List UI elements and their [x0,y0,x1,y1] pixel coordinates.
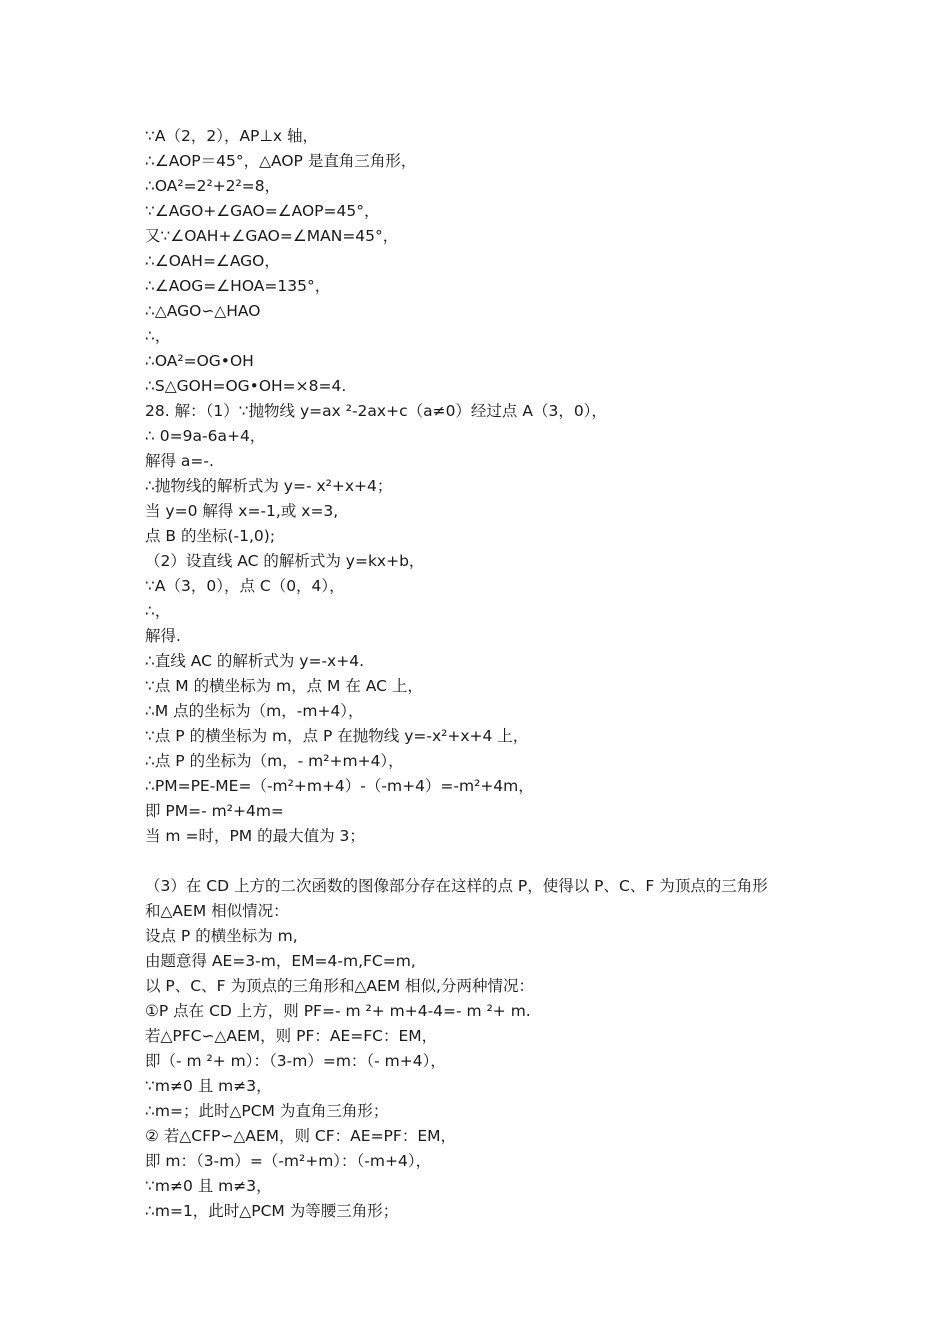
text-line: ∵A（2，2），AP⊥x 轴， [145,127,318,145]
text-line: ∵m≠0 且 m≠3， [145,1177,272,1195]
text-line: 和△AEM 相似情况： [145,902,289,920]
text-line: 由题意得 AE=3-m，EM=4-m,FC=m, [145,952,416,970]
text-line: ∴OA²=2²+2²=8， [145,177,281,195]
text-line: ∴∠OAH=∠AGO， [145,252,280,270]
text-line: （3）在 CD 上方的二次函数的图像部分存在这样的点 P，使得以 P、C、F 为顶点的三角形 [145,877,768,895]
text-line: ∴， [145,602,171,620]
text-line: 设点 P 的横坐标为 m, [145,927,298,945]
text-line: ∴ 0=9a-6a+4， [145,427,266,445]
text-line: 当 m =时，PM 的最大值为 3； [145,827,365,845]
text-line: ∴抛物线的解析式为 y=- x²+x+4； [145,477,393,495]
text-line: 又∵∠OAH+∠GAO=∠MAN=45°， [145,227,399,245]
text-line: 当 y=0 解得 x=-1,或 x=3, [145,502,339,520]
text-line: ∴， [145,327,171,345]
text-line: 即 m：（3-m）=（-m²+m）：（-m+4）， [145,1152,432,1170]
text-line: ∵点 M 的横坐标为 m，点 M 在 AC 上， [145,677,423,695]
text-line: 若△PFC∽△AEM，则 PF：AE=FC：EM， [145,1027,438,1045]
text-line: 解得. [145,627,181,645]
text-line: ∴直线 AC 的解析式为 y=-x+4. [145,652,364,670]
text-line: ∴△AGO∽△HAO [145,302,261,320]
text-line: ∴点 P 的坐标为（m，- m²+m+4）， [145,752,404,770]
text-line: ①P 点在 CD 上方，则 PF=- m ²+ m+4-4=- m ²+ m. [145,1002,531,1020]
text-line: 28. 解：（1）∵抛物线 y=ax ²-2ax+c（a≠0）经过点 A（3，0）， [145,402,607,420]
text-line: 点 B 的坐标(-1,0); [145,527,276,545]
text-line: ∵点 P 的横坐标为 m，点 P 在抛物线 y=-x²+x+4 上， [145,727,529,745]
text-line: （2）设直线 AC 的解析式为 y=kx+b， [145,552,425,570]
text-line: 即（- m ²+ m）：（3-m）=m：（- m+4）， [145,1052,446,1070]
text-line: 以 P、C、F 为顶点的三角形和△AEM 相似,分两种情况： [145,977,534,995]
text-line: ∴∠AOP＝45°，△AOP 是直角三角形， [145,152,417,170]
text-line: ∴M 点的坐标为（m，-m+4）， [145,702,364,720]
text-line [145,849,825,874]
text-line: ∴m=；此时△PCM 为直角三角形； [145,1102,389,1120]
text-line: ∴m=1，此时△PCM 为等腰三角形； [145,1202,399,1220]
text-line: ∴S△GOH=OG•OH=×8=4. [145,377,347,395]
text-line: ∵m≠0 且 m≠3， [145,1077,272,1095]
text-line: ∴OA²=OG•OH [145,352,254,370]
solution-text [145,124,825,1224]
text-line: ∵A（3，0），点 C（0，4）， [145,577,345,595]
text-line: 解得 a=-. [145,452,214,470]
text-line: ∵∠AGO+∠GAO=∠AOP=45°， [145,202,380,220]
text-line: ② 若△CFP∽△AEM，则 CF：AE=PF：EM， [145,1127,456,1145]
text-line: ∴PM=PE-ME=（-m²+m+4）-（-m+4）=-m²+4m， [145,777,534,795]
text-line: ∴∠AOG=∠HOA=135°， [145,277,331,295]
text-line: 即 PM=- m²+4m= [145,802,284,820]
